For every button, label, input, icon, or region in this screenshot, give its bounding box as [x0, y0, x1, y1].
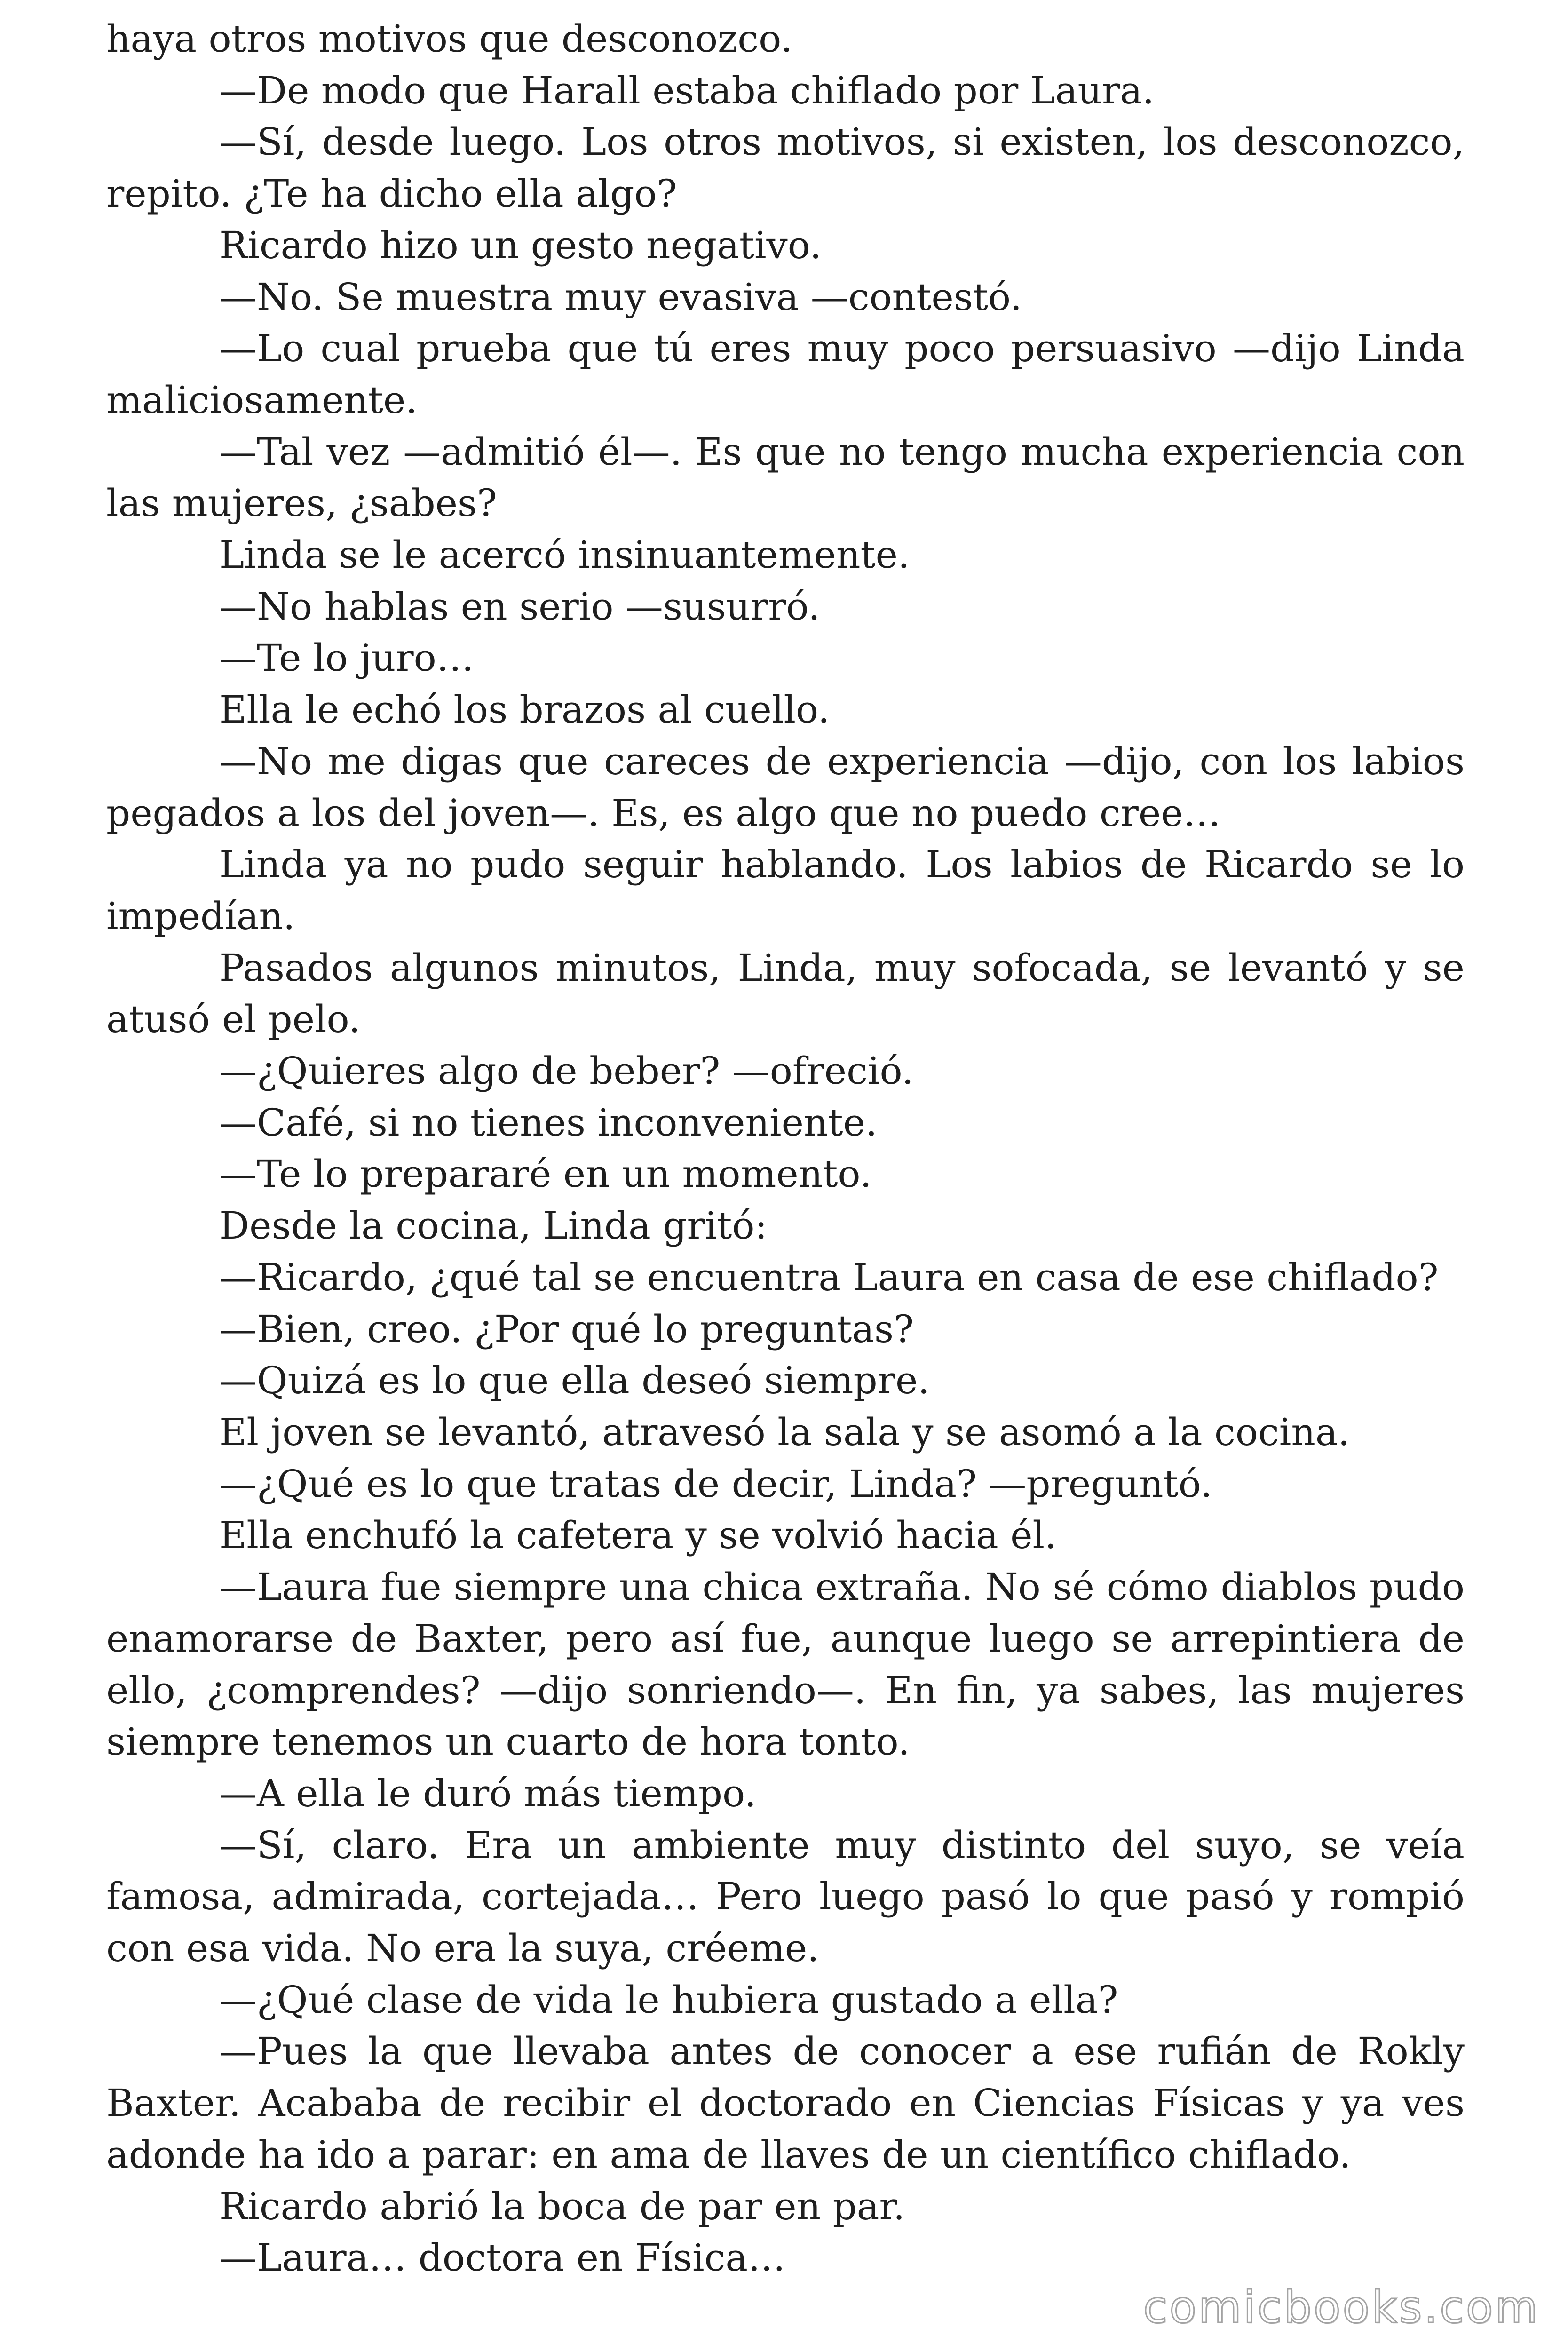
paragraph: —Laura… doctora en Física… — [219, 2236, 786, 2280]
paragraph: —No me digas que careces de experiencia —dijo, con los labios pegados a los del joven—. Es, es algo que no puedo cree… — [106, 739, 1465, 835]
paragraph-continued: haya otros motivos que desconozco. — [106, 17, 793, 61]
paragraph: Linda ya no pudo seguir hablando. Los labios de Ricardo se lo impedían. — [106, 842, 1465, 938]
paragraph: —No. Se muestra muy evasiva —contestó. — [219, 275, 1022, 319]
paragraph: Ella le echó los brazos al cuello. — [219, 688, 830, 732]
paragraph: —¿Qué es lo que tratas de decir, Linda? —preguntó. — [219, 1462, 1212, 1506]
page-text — [106, 13, 1465, 2284]
paragraph: —Tal vez —admitió él—. Es que no tengo mucha experiencia con las mujeres, ¿sabes? — [106, 429, 1465, 525]
paragraph: —No hablas en serio —susurró. — [219, 584, 820, 628]
paragraph: Desde la cocina, Linda gritó: — [219, 1204, 768, 1248]
paragraph: —¿Qué clase de vida le hubiera gustado a ella? — [219, 1978, 1118, 2022]
paragraph: Ella enchufó la cafetera y se volvió hacia él. — [219, 1513, 1057, 1557]
paragraph: Linda se le acercó insinuantemente. — [219, 533, 910, 577]
site-watermark: comicbooks.com — [1143, 2282, 1540, 2333]
paragraph: —Lo cual prueba que tú eres muy poco persuasivo —dijo Linda maliciosamente. — [106, 326, 1465, 422]
paragraph: —De modo que Harall estaba chiflado por Laura. — [219, 68, 1155, 112]
paragraph: —Laura fue siempre una chica extraña. No sé cómo diablos pudo enamorarse de Baxter, pero así fue, aunque luego se arrepintiera de ello, ¿comprendes? —dijo sonriendo—. En fin, ya sabes, las mujeres siempre tenemos un cuarto de hora tonto. — [106, 1565, 1465, 1764]
paragraph: El joven se levantó, atravesó la sala y se asomó a la cocina. — [219, 1410, 1350, 1454]
paragraph: Ricardo hizo un gesto negativo. — [219, 223, 822, 267]
paragraph: —A ella le duró más tiempo. — [219, 1771, 757, 1815]
paragraph: —Sí, desde luego. Los otros motivos, si existen, los desconozco, repito. ¿Te ha dicho ella algo? — [106, 120, 1465, 216]
paragraph: Ricardo abrió la boca de par en par. — [219, 2184, 905, 2228]
paragraph: —Quizá es lo que ella deseó siempre. — [219, 1359, 930, 1403]
paragraph: —¿Quieres algo de beber? —ofreció. — [219, 1049, 914, 1093]
paragraph: —Te lo juro… — [219, 636, 474, 680]
paragraph: Pasados algunos minutos, Linda, muy sofocada, se levantó y se atusó el pelo. — [106, 946, 1465, 1041]
paragraph: —Café, si no tienes inconveniente. — [219, 1100, 878, 1144]
paragraph: —Pues la que llevaba antes de conocer a ese rufián de Rokly Baxter. Acababa de recibir el doctorado en Ciencias Físicas y ya ves adonde ha ido a parar: en ama de llaves de un científico chiflado. — [106, 2029, 1465, 2177]
paragraph: —Te lo prepararé en un momento. — [219, 1152, 872, 1196]
paragraph: —Bien, creo. ¿Por qué lo preguntas? — [219, 1307, 914, 1351]
paragraph: —Ricardo, ¿qué tal se encuentra Laura en casa de ese chiflado? — [219, 1255, 1439, 1299]
paragraph: —Sí, claro. Era un ambiente muy distinto del suyo, se veía famosa, admirada, cortejada… Pero luego pasó lo que pasó y rompió con esa vida. No era la suya, créeme. — [106, 1823, 1465, 1971]
